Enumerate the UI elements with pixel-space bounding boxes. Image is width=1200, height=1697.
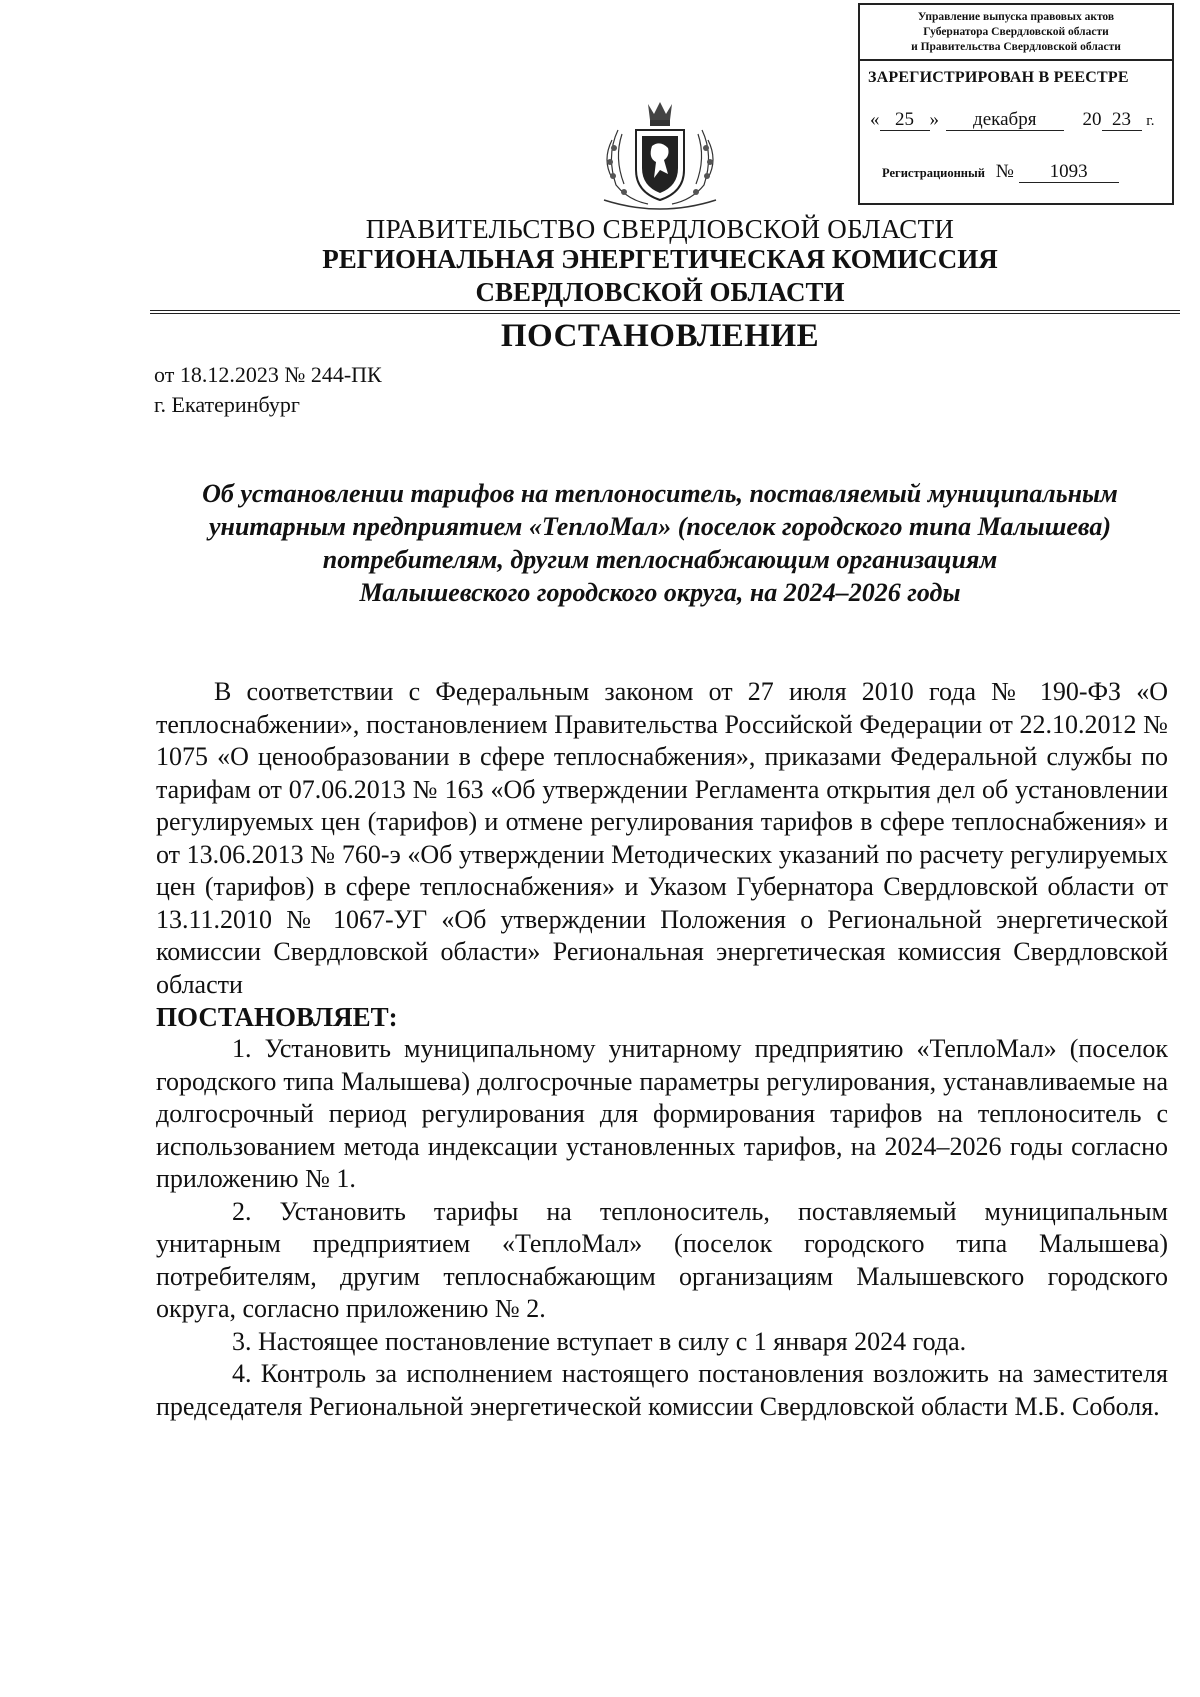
decree-word: ПОСТАНОВЛЯЕТ: — [156, 1002, 398, 1032]
stamp-year-suffix: 23 — [1102, 110, 1142, 131]
stamp-registered-label: ЗАРЕГИСТРИРОВАН В РЕЕСТРЕ — [868, 69, 1129, 86]
subject-line: потребителям, другим теплоснабжающим организациям — [322, 545, 998, 574]
subject-line: унитарным предприятием «ТеплоМал» (поселок городского типа Малышева) — [208, 512, 1112, 541]
stamp-header-line: Губернатора Свердловской области — [923, 26, 1109, 38]
stamp-header-line: Управление выпуска правовых актов — [917, 11, 1115, 23]
header-divider — [150, 310, 1180, 311]
document-subject — [150, 477, 1170, 609]
stamp-header — [860, 5, 1172, 61]
stamp-month: декабря — [946, 110, 1064, 131]
stamp-day: 25 — [880, 110, 930, 131]
government-name: ПРАВИТЕЛЬСТВО СВЕРДЛОВСКОЙ ОБЛАСТИ — [365, 214, 955, 244]
stamp-year-prefix: 20 — [1082, 109, 1102, 130]
subject-line: Об установлении тарифов на теплоноситель, поставляемый муниципальным — [202, 479, 1118, 508]
stamp-reg-number-value: 1093 — [1019, 162, 1119, 183]
coat-of-arms-emblem — [598, 100, 722, 212]
decree-item-2: 2. Установить тарифы на теплоноситель, поставляемый муниципальным унитарным предприятием «ТеплоМал» (поселок городского типа Малышева) потребителям, другим теплоснабжающим организациям Малышевского городского округа, согласно приложению № 2. — [156, 1196, 1168, 1323]
subject-line: Малышевского городского округа, на 2024–2026 годы — [359, 578, 961, 607]
document-type-title: ПОСТАНОВЛЕНИЕ — [500, 318, 820, 354]
stamp-open-quote: « — [870, 109, 880, 130]
decree-item-3: 3. Настоящее постановление вступает в силу с 1 января 2024 года. — [232, 1326, 967, 1356]
document-date-number: от 18.12.2023 № 244-ПК — [154, 362, 382, 387]
commission-name-line1: РЕГИОНАЛЬНАЯ ЭНЕРГЕТИЧЕСКАЯ КОМИССИЯ — [322, 244, 998, 274]
stamp-year-abbr: г. — [1146, 113, 1155, 129]
stamp-number-sign: № — [995, 161, 1014, 182]
document-body — [156, 676, 1168, 1423]
commission-name-line2: СВЕРДЛОВСКОЙ ОБЛАСТИ — [475, 277, 845, 307]
decree-item-1: 1. Установить муниципальному унитарному предприятию «ТеплоМал» (поселок городского типа Малышева) долгосрочные параметры регулирования, устанавливаемые на долгосрочный период регулирования для формирования тарифов на теплоноситель с использованием метода индексации установленных тарифов, на 2024–2026 годы согласно приложению № 1. — [156, 1034, 1168, 1193]
stamp-header-line: и Правительства Свердловской области — [911, 41, 1121, 53]
registration-stamp — [858, 3, 1174, 205]
stamp-reg-number — [882, 161, 1119, 183]
stamp-reg-number-label: Регистрационный — [882, 166, 985, 180]
document-city: г. Екатеринбург — [154, 392, 300, 417]
stamp-close-quote: » — [929, 109, 939, 130]
header-divider-secondary — [150, 313, 1180, 314]
decree-item-4: 4. Контроль за исполнением настоящего постановления возложить на заместителя председателя Региональной энергетической комиссии Свердловской области М.Б. Соболя. — [156, 1359, 1168, 1421]
preamble-paragraph: В соответствии с Федеральным законом от 27 июля 2010 года № 190-ФЗ «О теплоснабжении», постановлением Правительства Российской Федерации от 22.10.2012 № 1075 «О ценообразовании в сфере теплоснабжения», приказами Федеральной службы по тарифам от 07.06.2013 № 163 «Об утверждении Регламента открытия дел об установлении регулируемых цен (тарифов) и отмене регулирования тарифов в сфере теплоснабжения» и от 13.06.2013 № 760-э «Об утверждении Методических указаний по расчету регулируемых цен (тарифов) в сфере теплоснабжения» и Указом Губернатора Свердловской области от 13.11.2010 № 1067-УГ «Об утверждении Положения о Региональной энергетической комиссии Свердловской области» Региональная энергетическая комиссия Свердловской области — [156, 677, 1168, 999]
stamp-date — [870, 109, 1154, 131]
